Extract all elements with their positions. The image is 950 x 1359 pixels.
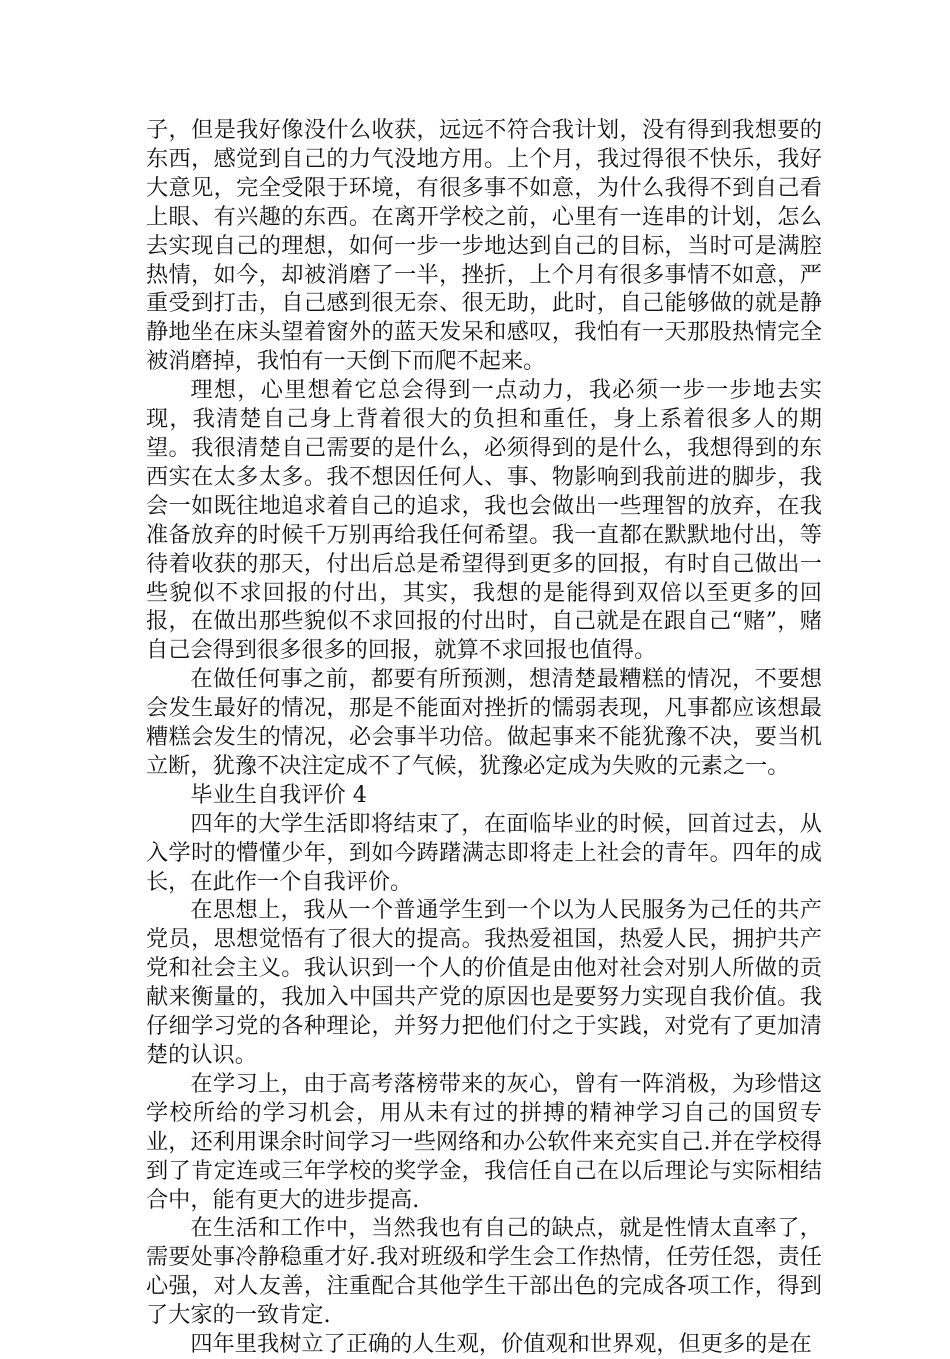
paragraph-3: 在做任何事之前，都要有所预测，想清楚最糟糕的情况，不要想会发生最好的情况，那是不能面对挫折的懦弱表现，凡事都应该想最糟糕会发生的情况，必会事半功倍。做起事来不能犹豫不决，要当机立断，犹豫不决注定成不了气候，犹豫必定成为失败的元素之一。	[146, 666, 822, 779]
paragraph-6: 在思想上，我从一个普通学生到一个以为人民服务为己任的共产党员，思想觉悟有了很大的提高。我热爱祖国，热爱人民，拥护共产党和社会主义。我认识到一个人的价值是由他对社会对别人所做的贡献来衡量的，我加入中国共产党的原因也是要努力实现自我价值。我仔细学习党的各种理论，并努力把他们付之于实践，对党有了更加清楚的认识。	[146, 897, 822, 1068]
document-page	[146, 116, 822, 1359]
paragraph-7: 在学习上，由于高考落榜带来的灰心，曾有一阵消极，为珍惜这学校所给的学习机会，用从未有过的拼搏的精神学习自己的国贸专业，还利用课余时间学习一些网络和办公软件来充实自己.并在学校得到了肯定连或三年学校的奖学金，我信任自己在以后理论与实际相结合中，能有更大的进步提高.	[146, 1070, 822, 1213]
paragraph-5: 四年的大学生活即将结束了，在面临毕业的时候，回首过去，从入学时的懵懂少年，到如今踌躇满志即将走上社会的青年。四年的成长，在此作一个自我评价。	[146, 810, 822, 895]
paragraph-9: 四年里我树立了正确的人生观，价值观和世界观，但更多的是在	[190, 1331, 812, 1358]
paragraph-2: 理想，心里想着它总会得到一点动力，我必须一步一步地去实现，我清楚自己身上背着很大的负担和重任，身上系着很多人的期望。我很清楚自己需要的是什么，必须得到的是什么，我想得到的东西实在太多太多。我不想因任何人、事、物影响到我前进的脚步，我会一如既往地追求着自己的追求，我也会做出一些理智的放弃，在我准备放弃的时候千万别再给我任何希望。我一直都在默默地付出，等待着收获的那天，付出后总是希望得到更多的回报，有时自己做出一些貌似不求回报的付出，其实，我想的是能得到双倍以至更多的回报，在做出那些貌似不求回报的付出时，自己就是在跟自己“赌”，赌自己会得到很多很多的回报，就算不求回报也值得。	[146, 377, 822, 664]
paragraph-8: 在生活和工作中，当然我也有自己的缺点，就是性情太直率了，需要处事冷静稳重才好.我对班级和学生会工作热情，任劳任怨，责任心强，对人友善，注重配合其他学生干部出色的完成各项工作，得到了大家的一致肯定.	[146, 1215, 822, 1329]
section-heading: 毕业生自我评价 4	[190, 781, 367, 808]
paragraph-1: 子，但是我好像没什么收获，远远不符合我计划，没有得到我想要的东西，感觉到自己的力气没地方用。上个月，我过得很不快乐，我好大意见，完全受限于环境，有很多事不如意，为什么我得不到自己看上眼、有兴趣的东西。在离开学校之前，心里有一连串的计划，怎么去实现自己的理想，如何一步一步地达到自己的目标，当时可是满腔热情，如今，却被消磨了一半，挫折，上个月有很多事情不如意，严重受到打击，自己感到很无奈、很无助，此时，自己能够做的就是静静地坐在床头望着窗外的蓝天发呆和感叹，我怕有一天那股热情完全被消磨掉，我怕有一天倒下而爬不起来。	[146, 117, 822, 375]
